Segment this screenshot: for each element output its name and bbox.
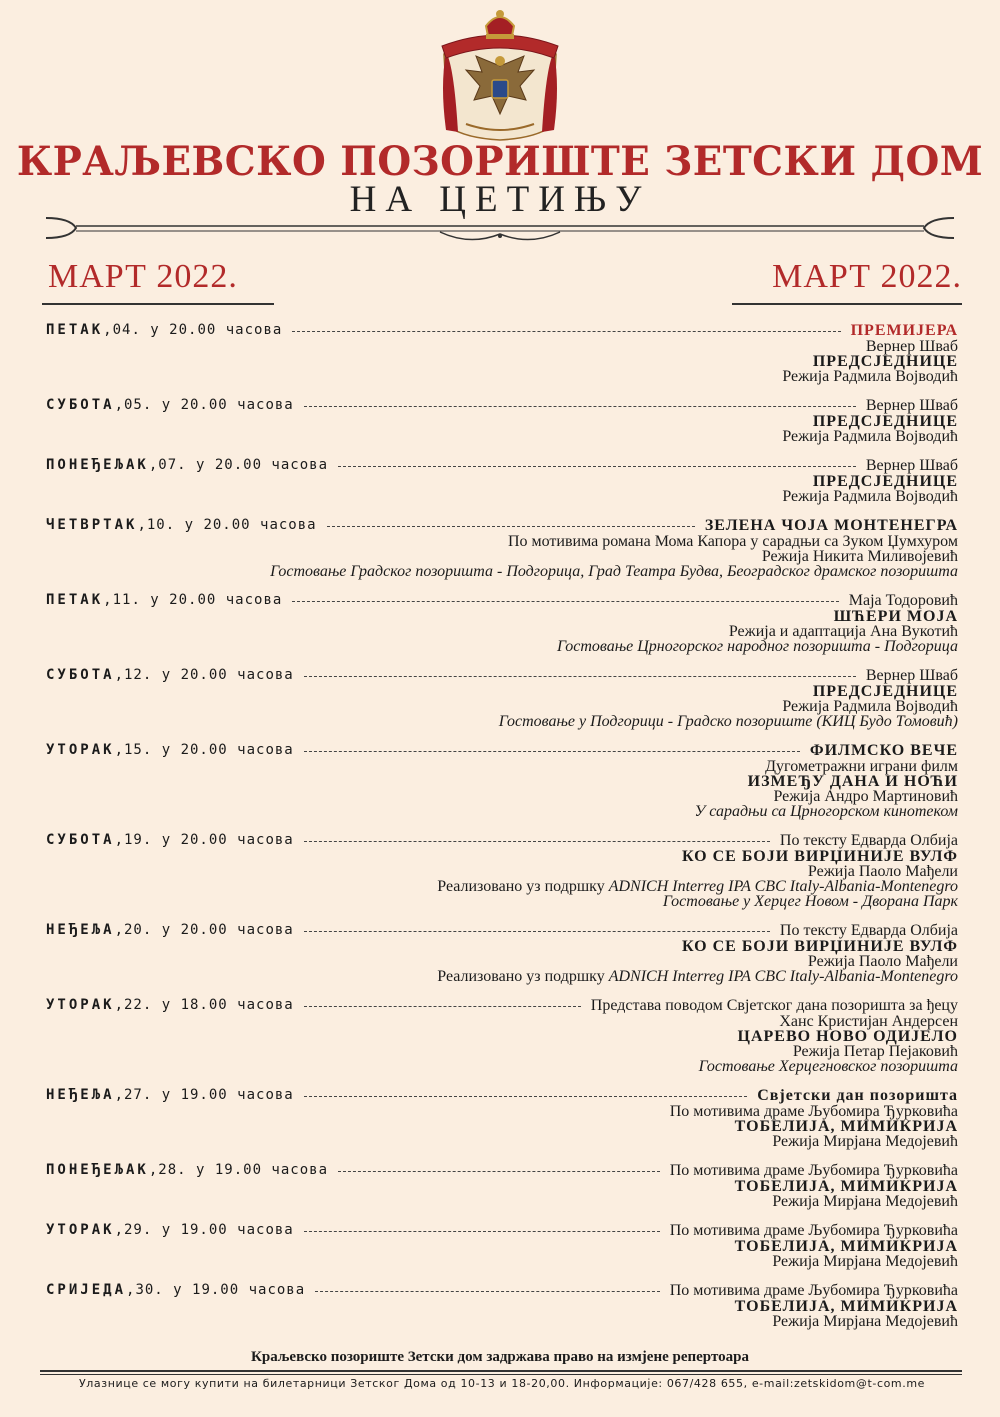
- event-day: СУБОТА: [46, 832, 115, 848]
- event-headline: По тексту Едварда Олбија: [779, 832, 958, 849]
- event-day: УТОРАК: [46, 742, 115, 758]
- event-headline: По мотивима драме Љубомира Ђурковића: [669, 1282, 958, 1299]
- dashed-leader: [327, 526, 695, 527]
- dashed-leader: [304, 1096, 747, 1097]
- event-date-time: ,05. у 20.00 часова: [114, 397, 294, 413]
- event-day: ПОНЕЂЕЉАК: [46, 1162, 149, 1178]
- event-entry: [46, 1282, 958, 1329]
- event-detail-line: Дугометражни играни филм: [765, 758, 958, 775]
- event-detail-line: У сарадњи са Црногорском кинотеком: [694, 803, 958, 820]
- dashed-leader: [304, 931, 770, 932]
- event-headline: ПРЕМИЈЕРА: [850, 322, 958, 339]
- event-detail-line: Режија Андро Мартиновић: [773, 788, 958, 805]
- event-entry: [46, 832, 958, 909]
- event-entry: [46, 1087, 958, 1149]
- event-date-time: ,19. у 20.00 часова: [114, 832, 294, 848]
- event-day: СУБОТА: [46, 667, 115, 683]
- event-date-time: ,10. у 20.00 часова: [137, 517, 317, 533]
- event-detail-line: ИЗМЕЂУ ДАНА И НОЋИ: [747, 773, 958, 790]
- event-detail-line: Режија Радмила Војводић: [782, 368, 958, 385]
- event-date-time: ,30. у 19.00 часова: [126, 1282, 306, 1298]
- event-detail-line: Режија Мирјана Медојевић: [772, 1313, 958, 1330]
- event-detail-line: ЦАРЕВО НОВО ОДИЈЕЛО: [737, 1028, 958, 1045]
- event-entry: [46, 517, 958, 579]
- event-detail-line: ТОБЕЛИЈА, МИМИКРИЈА: [734, 1238, 958, 1255]
- event-headline: Вернер Шваб: [865, 397, 958, 414]
- event-date-line: [46, 832, 958, 849]
- event-day: СУБОТА: [46, 397, 115, 413]
- event-date-time: ,12. у 20.00 часова: [114, 667, 294, 683]
- event-date-line: [46, 1162, 958, 1179]
- event-date-time: ,07. у 20.00 часова: [148, 457, 329, 473]
- repertoire-list: [46, 322, 958, 1342]
- event-date-time: ,04. у 20.00 часова: [103, 322, 283, 338]
- event-date: [46, 457, 328, 474]
- event-detail-line: ШЋЕРИ МОЈА: [833, 608, 958, 625]
- dashed-leader: [338, 1171, 660, 1172]
- event-date-line: [46, 1087, 958, 1104]
- event-entry: [46, 997, 958, 1074]
- event-headline: По мотивима драме Љубомира Ђурковића: [669, 1162, 958, 1179]
- event-headline: По мотивима драме Љубомира Ђурковића: [669, 1222, 958, 1239]
- event-headline: Представа поводом Свјетског дана позоришта за ђецу: [590, 997, 958, 1014]
- event-entry: [46, 667, 958, 729]
- event-headline: Маја Тодоровић: [848, 592, 958, 609]
- event-date-line: [46, 397, 958, 414]
- event-day: ЧЕТВРТАК: [46, 517, 138, 533]
- event-detail-line: Режија Мирјана Медојевић: [772, 1193, 958, 1210]
- event-date: [46, 1222, 294, 1239]
- event-date-line: [46, 922, 958, 939]
- event-day: УТОРАК: [46, 1222, 115, 1238]
- event-detail-line: Режија Паоло Мађели: [807, 863, 958, 880]
- footer-ticket-info: Улазнице се могу купити на билетарници Зетског Дома од 10-13 и 18-20,00. Информације: 067/428 655, e-mail:zetskidom@t-com.me: [78, 1377, 926, 1390]
- event-date-time: ,15. у 20.00 часова: [114, 742, 294, 758]
- event-day: НЕЂЕЉА: [46, 922, 115, 938]
- ornamental-rule-icon: [40, 212, 960, 246]
- event-date-time: ,20. у 20.00 часова: [114, 922, 294, 938]
- event-date-line: [46, 997, 958, 1014]
- event-detail-line: Режија Мирјана Медојевић: [772, 1253, 958, 1270]
- event-date-line: [46, 517, 958, 534]
- event-detail-line: Реализовано уз подршку ADNICH Interreg IPA CBC Italy-Albania-Montenegro: [437, 968, 958, 985]
- event-date: [46, 517, 317, 534]
- event-detail-line: Гостовање у Подгорици - Градско позориште (КИЦ Будо Томовић): [498, 713, 958, 730]
- event-date: [46, 592, 282, 609]
- event-detail-line: КО СЕ БОЈИ ВИРЏИНИЈЕ ВУЛФ: [681, 938, 958, 955]
- event-day: СРИЈЕДА: [46, 1282, 127, 1298]
- footer-rule-thin: [40, 1374, 962, 1375]
- royal-crest-icon: [436, 6, 564, 142]
- event-entry: [46, 742, 958, 819]
- event-day: НЕЂЕЉА: [46, 1087, 115, 1103]
- event-date: [46, 742, 294, 759]
- dashed-leader: [304, 751, 800, 752]
- footer-rule: [40, 1370, 962, 1372]
- event-detail-line: Гостовање Црногорског народног позоришта - Подгорица: [556, 638, 958, 655]
- dashed-leader: [304, 841, 770, 842]
- event-detail-line: ПРЕДСЈЕДНИЦЕ: [812, 413, 958, 430]
- dashed-leader: [304, 1006, 581, 1007]
- month-heading-right: МАРТ 2022.: [772, 258, 962, 295]
- event-detail-line: По мотивима драме Љубомира Ђурковића: [669, 1103, 958, 1120]
- event-detail-line: Режија Петар Пејаковић: [792, 1043, 958, 1060]
- event-entry: [46, 1162, 958, 1209]
- event-headline: Свјетски дан позоришта: [757, 1087, 958, 1104]
- event-date: [46, 1282, 305, 1299]
- event-date: [46, 832, 294, 849]
- event-date-time: ,27. у 19.00 часова: [114, 1087, 294, 1103]
- event-headline: ЗЕЛЕНА ЧОЈА МОНТЕНЕГРА: [704, 517, 958, 534]
- theatre-title: КРАЉЕВСКО ПОЗОРИШТЕ ЗЕТСКИ ДОМ: [16, 138, 984, 185]
- project-name: ADNICH Interreg IPA CBC Italy-Albania-Montenegro: [608, 878, 958, 895]
- event-entry: [46, 1222, 958, 1269]
- event-detail-line: Гостовање Градског позоришта - Подгорица, Град Театра Будва, Београдског драмског позоришта: [270, 563, 958, 580]
- event-entry: [46, 457, 958, 504]
- event-date-time: ,22. у 18.00 часова: [114, 997, 294, 1013]
- theatre-subtitle: НА ЦЕТИЊУ: [349, 179, 651, 220]
- event-detail-line: Режија Паоло Мађели: [807, 953, 958, 970]
- event-date-line: [46, 592, 958, 609]
- event-day: УТОРАК: [46, 997, 115, 1013]
- event-detail-line: ПРЕДСЈЕДНИЦЕ: [812, 473, 958, 490]
- event-detail-line: Режија Радмила Војводић: [782, 488, 958, 505]
- event-detail-line: КО СЕ БОЈИ ВИРЏИНИЈЕ ВУЛФ: [681, 848, 958, 865]
- footer-note: Краљевско позориште Зетски дом задржава право на измјене репертоара: [251, 1349, 749, 1365]
- event-date: [46, 1087, 294, 1104]
- month-rule-left: [42, 303, 274, 305]
- event-detail-line: Режија Мирјана Медојевић: [772, 1133, 958, 1150]
- event-date: [46, 667, 294, 684]
- event-date-line: [46, 667, 958, 684]
- event-entry: [46, 592, 958, 654]
- event-detail-line: Режија Радмила Војводић: [782, 428, 958, 445]
- dashed-leader: [304, 1231, 660, 1232]
- event-detail-line: Гостовање Херцегновског позоришта: [698, 1058, 958, 1075]
- event-date-line: [46, 1222, 958, 1239]
- event-detail-line: ПРЕДСЈЕДНИЦЕ: [812, 353, 958, 370]
- event-day: ПЕТАК: [46, 322, 104, 338]
- event-headline: Вернер Шваб: [865, 667, 958, 684]
- event-detail-line: ТОБЕЛИЈА, МИМИКРИЈА: [734, 1178, 958, 1195]
- event-date-line: [46, 1282, 958, 1299]
- event-date: [46, 397, 294, 414]
- event-headline: По тексту Едварда Олбија: [779, 922, 958, 939]
- event-date-line: [46, 322, 958, 339]
- dashed-leader: [292, 601, 839, 602]
- event-detail-line: Режија Радмила Војводић: [782, 698, 958, 715]
- event-date: [46, 922, 294, 939]
- project-name: ADNICH Interreg IPA CBC Italy-Albania-Montenegro: [608, 968, 958, 985]
- month-heading-left: МАРТ 2022.: [48, 258, 238, 295]
- event-date: [46, 997, 294, 1014]
- event-date: [46, 1162, 328, 1179]
- event-detail-line: ТОБЕЛИЈА, МИМИКРИЈА: [734, 1298, 958, 1315]
- event-detail-line: ПРЕДСЈЕДНИЦЕ: [812, 683, 958, 700]
- event-entry: [46, 397, 958, 444]
- event-detail-line: Режија и адаптација Ана Вукотић: [728, 623, 958, 640]
- dashed-leader: [292, 331, 841, 332]
- event-detail-line: Реализовано уз подршку ADNICH Interreg IPA CBC Italy-Albania-Montenegro: [437, 878, 958, 895]
- event-date-line: [46, 742, 958, 759]
- event-date-time: ,29. у 19.00 часова: [114, 1222, 294, 1238]
- event-detail-line: ТОБЕЛИЈА, МИМИКРИЈА: [734, 1118, 958, 1135]
- event-headline: Вернер Шваб: [865, 457, 958, 474]
- dashed-leader: [338, 466, 856, 467]
- dashed-leader: [315, 1291, 660, 1292]
- event-date: [46, 322, 282, 339]
- month-rule-right: [732, 303, 962, 305]
- event-detail-line: Ханс Кристијан Андерсен: [779, 1013, 958, 1030]
- event-detail-line: Гостовање у Херцег Новом - Дворана Парк: [662, 893, 958, 910]
- event-date-time: ,28. у 19.00 часова: [148, 1162, 329, 1178]
- dashed-leader: [304, 406, 856, 407]
- dashed-leader: [304, 676, 856, 677]
- event-entry: [46, 922, 958, 984]
- event-date-time: ,11. у 20.00 часова: [103, 592, 283, 608]
- event-date-line: [46, 457, 958, 474]
- event-detail-line: Режија Никита Миливојевић: [761, 548, 958, 565]
- event-headline: ФИЛМСКО ВЕЧЕ: [809, 742, 958, 759]
- event-entry: [46, 322, 958, 384]
- event-detail-line: Вернер Шваб: [865, 338, 958, 355]
- event-detail-line: По мотивима романа Мома Капора у сарадњи са Зуком Џумхуром: [507, 533, 958, 550]
- event-day: ПЕТАК: [46, 592, 104, 608]
- event-day: ПОНЕЂЕЉАК: [46, 457, 149, 473]
